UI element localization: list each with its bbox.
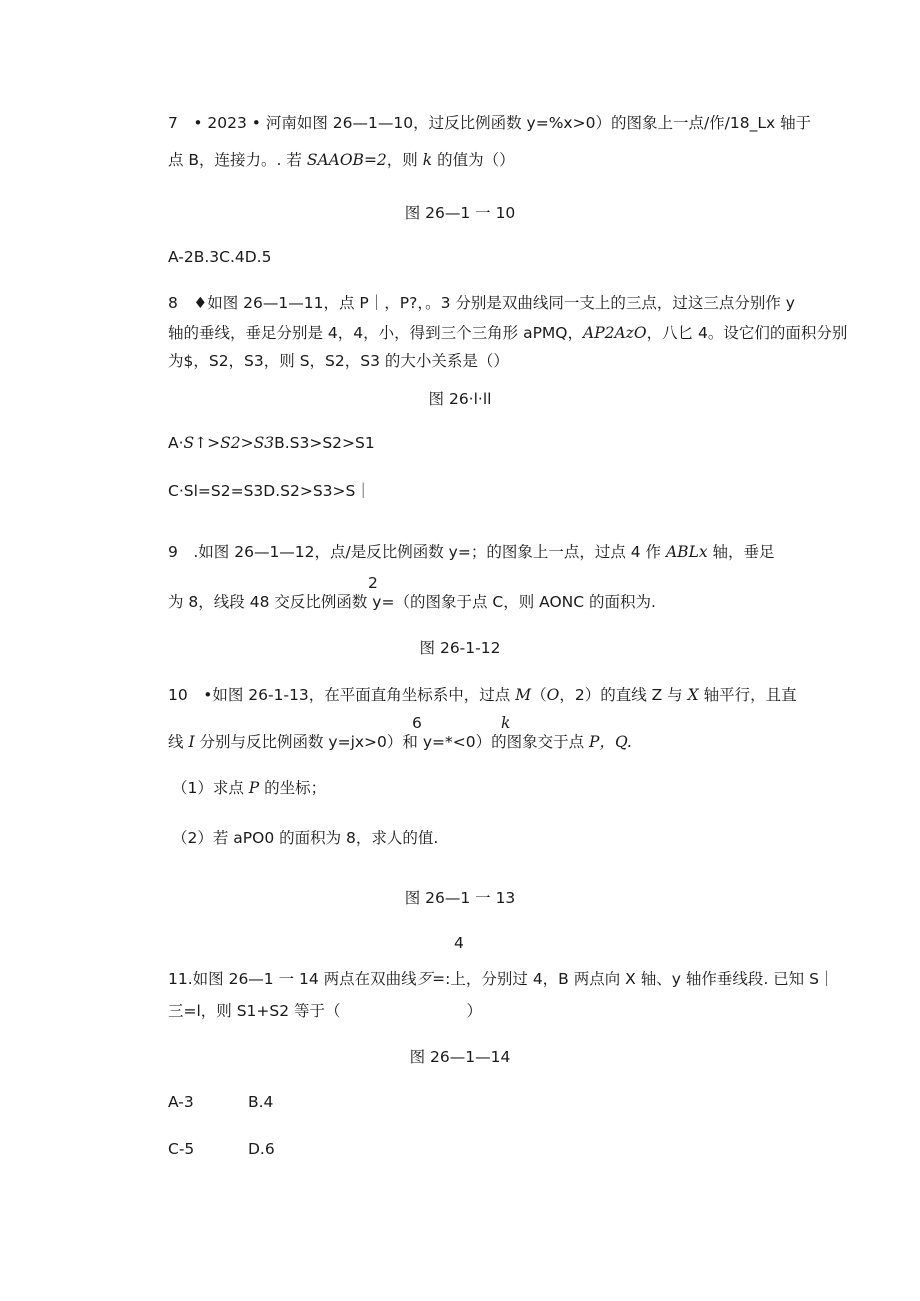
q7-figure-caption: 图 26—1 一 10 [404,204,516,222]
q8-line2-text-a: 轴的垂线，垂足分别是 4，4，小，得到三个三角形 aPMQ， [168,324,583,342]
q7-options: A-2B.3C.4D.5 [168,248,272,266]
q8-line1: 8 ♦如图 26—1—11，点 P｜，P?，。3 分别是双曲线同一支上的三点，过这三点分别作 y [168,294,795,312]
q10-figure-caption: 图 26—1 一 13 [404,889,516,907]
q11-line2-text-a: 三=l，则 S1+S2 等于（ [168,1002,341,1020]
q9-line2: 为 8，线段 48 交反比例函数 y=（的图象于点 C，则 AONC 的面积为. [168,593,656,611]
q7-area-expression: SAAOB=2 [306,151,387,169]
q11-figure-caption: 图 26—1—14 [409,1048,511,1066]
q8-option-a-expression: S↑>S2>S3 [183,434,275,452]
q8-triangle-expression: AP2AzO [583,324,647,342]
q11-line2 [168,1000,482,1022]
q10-fraction-numerator-k: k [501,714,511,732]
q11-option-c: C-5 [168,1140,195,1158]
q8-line2 [168,322,847,344]
q9-figure-caption: 图 26-1-12 [419,639,501,657]
q10-sub1-point-p: P [248,779,260,797]
q9-line1-text-b: 轴，垂足 [707,543,775,561]
q7-k-variable: k [422,151,433,169]
q8-line2-text-b: ，八匕 4。设它们的面积分别 [646,324,848,342]
q7-line2 [168,149,515,171]
q10-sub1-text-a: （1）求点 [172,779,249,797]
q8-options-cd: C·Sl=S2=S3D.S2>S3>S｜ [168,482,371,500]
q8-option-b: B.S3>S2>S1 [274,434,375,452]
q8-figure-caption: 图 26·l·ll [428,390,492,408]
q10-line2-text-b: 分别与反比例函数 y=jx>0）和 y=*<0）的图象交于点 [194,733,590,751]
q7-line2-text-b: ，则 [386,151,423,169]
q9-line1-text-a: 9 .如图 26—1—12，点/是反比例函数 y=；的图象上一点，过点 4 作 [168,543,666,561]
q7-line2-text-a: 点 B，连接力。. 若 [168,151,307,169]
q10-line2 [168,731,632,753]
q8-options-ab [168,432,375,454]
q11-line1-text-b: :上，分别过 4，B 两点向 X 轴、y 轴作垂线段. 已知 S｜ [445,970,835,988]
q10-sub-question-2: （2）若 aPO0 的面积为 8，求人的值. [172,829,439,847]
q10-line1-text-c: ，2）的直线 Z 与 [559,686,688,704]
q11-line1 [168,968,834,990]
q10-point-m: M [515,686,532,704]
q11-line1-text-a: 11.如图 26—1 一 14 两点在双曲线 [168,970,417,988]
q10-line1-text-a: 10 •如图 26-1-13，在平面直角坐标系中，过点 [168,686,516,704]
q10-line-l: I [188,733,195,751]
q10-line2-text-a: 线 [168,733,189,751]
q11-option-a: A-3 [168,1093,194,1111]
q10-line1-text-b: （ [531,686,547,704]
q10-fraction-numerator-6: 6 [412,714,422,732]
q11-hyperbola-expression: 歹= [416,970,446,988]
q7-line2-text-c: 的值为（） [432,151,515,169]
q10-points-pq: P，Q. [589,733,632,751]
q10-line1 [168,684,797,706]
q10-sub-question-1 [172,777,326,799]
q8-option-a-label: A· [168,434,184,452]
q9-line1 [168,541,775,563]
q11-line2-text-b: ） [466,1002,483,1020]
q10-origin-o: O [546,686,560,704]
q10-sub1-text-b: 的坐标； [259,779,327,797]
q10-line1-text-d: 轴平行，且直 [698,686,797,704]
q8-line3: 为$，S2，S3，则 S，S2，S3 的大小关系是（） [168,352,509,370]
q11-option-b: B.4 [248,1093,274,1111]
q7-line1: 7 • 2023 • 河南如图 26—1—10，过反比例函数 y=%x>0）的图象上一点/作/18_Lx 轴于 [168,114,812,132]
q10-axis-x: X [687,686,699,704]
q11-fraction-numerator: 4 [454,934,464,952]
q11-option-d: D.6 [248,1140,275,1158]
q9-segment-expression: ABLx [665,543,708,561]
q9-fraction-numerator: 2 [368,574,378,592]
